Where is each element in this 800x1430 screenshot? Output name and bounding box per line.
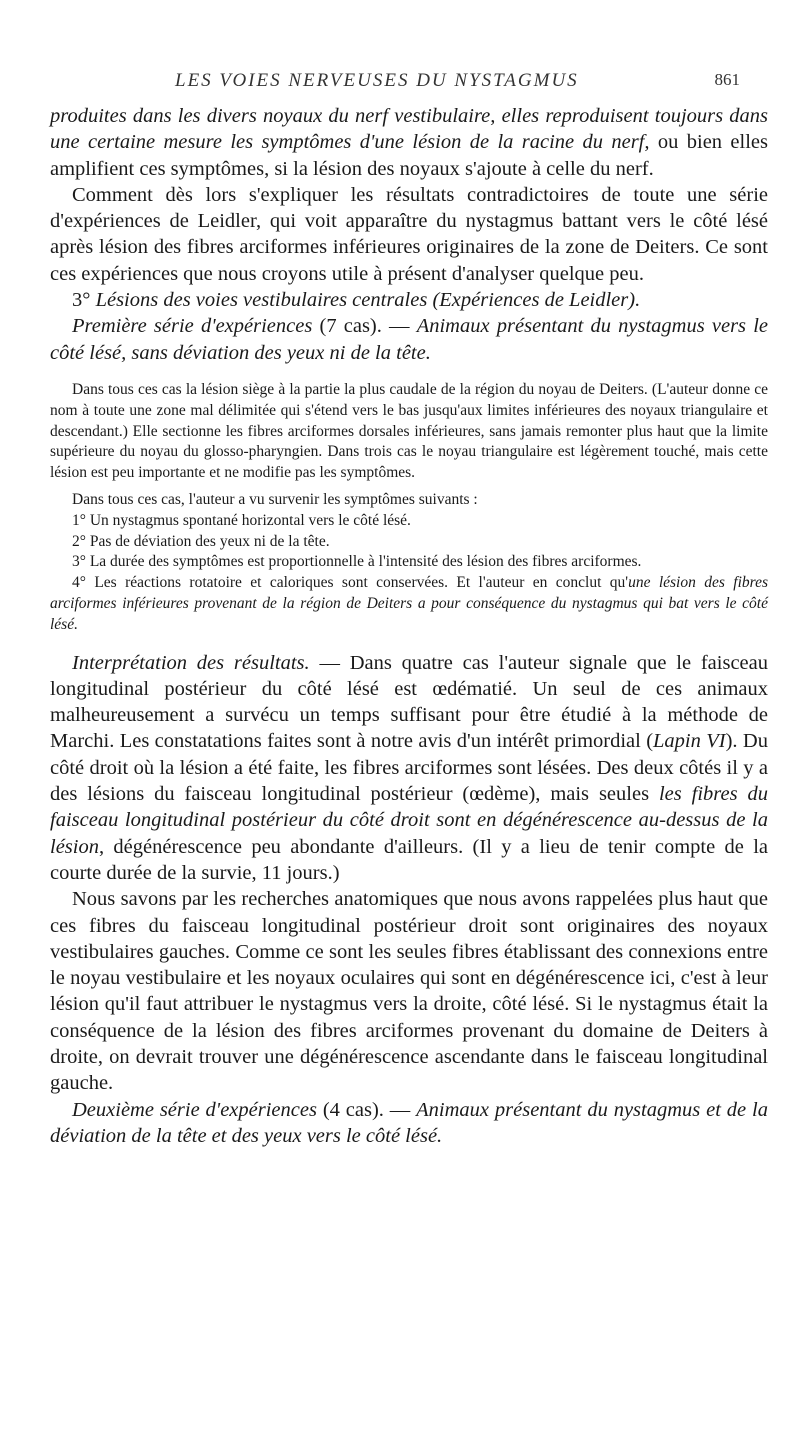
serie-2-label: Deuxième série d'expériences: [72, 1098, 317, 1121]
symptom-item-4-text: 4° Les réactions rotatoire et caloriques sont conservées. Et l'auteur en conclut qu': [72, 574, 629, 592]
serie-2-heading: [50, 1097, 768, 1150]
section-number: 3°: [72, 289, 96, 312]
paragraph-anatomy: Nous savons par les recherches anatomiques que nous avons rappelées plus haut que ces fibres du faisceau longitudinal postérieur droit sont originaires des noyaux vestibulaires gauches. Comme ce sont les seules fibres établissant des connexions entre le noyau vestibulaire et les noyaux oculaires qui sont en dégénérescence ici, c'est à leur lésion qu'il faut attribuer le nystagmus vers la droite, côté lésé. Si le nystagmus était la conséquence de la lésion des fibres arciformes provenant du domaine de Deiters à droite, on devrait trouver une dégénérescence ascendante dans le faisceau longitudinal gauche.: [50, 888, 768, 1095]
section-heading-3: [50, 287, 768, 313]
continuation-emphasis: produites dans les divers noyaux du nerf vestibulaire, elles reproduisent toujours dans une certaine mesure les symptômes d'une lésion de la racine du nerf,: [50, 105, 768, 154]
symptom-item-2: 2° Pas de déviation des yeux ni de la tête.: [72, 532, 330, 550]
serie-1-count: (7 cas). —: [312, 315, 417, 338]
interpretation-text-b: ). Du côté droit où la lésion a été faite, les fibres arciformes sont lésées. Des deux côtés il y a des lésions du faisceau longitudinal postérieur (œdème), mais seules: [50, 730, 768, 806]
page-body: [50, 103, 768, 1149]
serie-1-heading: [50, 313, 768, 366]
serie-1-description: Animaux présentant du nystagmus vers le côté lésé, sans déviation des yeux ni de la tête.: [50, 315, 768, 364]
serie-2-description: Animaux présentant du nystagmus et de la déviation de la tête et des yeux vers le côté lésé.: [50, 1098, 768, 1147]
small-symptoms-intro: Dans tous ces cas, l'auteur a vu survenir les symptômes suivants :: [72, 490, 478, 508]
running-title: LES VOIES NERVEUSES DU NYSTAGMUS: [175, 70, 579, 91]
paragraph-comment: Comment dès lors s'expliquer les résultats contradictoires de toute une série d'expériences de Leidler, qui voit apparaître du nystagmus battant vers le côté lésé après lésion des fibres arciformes inférieures originaires de la zone de Deiters. Ce sont ces expériences que nous croyons utile à présent d'analyser quelque peu.: [50, 183, 768, 285]
interpretation-text-a: — Dans quatre cas l'auteur signale que le faisceau longitudinal postérieur du côté lésé est œdématié. Un seul de ces animaux malheureusement a survécu un temps suffisant pour être étudié à la méthode de Marchi. Les constatations faites sont à notre avis d'un intérêt primordial (: [50, 651, 768, 753]
serie-2-count: (4 cas). —: [316, 1098, 417, 1121]
page-number: 861: [714, 70, 740, 89]
interpretation-text-c: , dégénérescence peu abondante d'ailleurs. (Il y a lieu de tenir compte de la courte durée de la survie, 11 jours.): [50, 835, 768, 884]
interpretation-label: Interprétation des résultats.: [72, 651, 310, 674]
small-paragraph-lesion: Dans tous ces cas la lésion siège à la partie la plus caudale de la région du noyau de Deiters. (L'auteur donne ce nom à toute une zone mal délimitée qui s'étend vers le bas jusqu'aux limites inférieures des noyaux triangulaire et descendant.) Elle sectionne les fibres arciformes dorsales inférieures, sans jamais remonter plus haut que la limite supérieure du noyau du glosso-pharyngien. Dans trois cas le noyau triangulaire est légèrement touché, mais cette lésion est peu importante et ne modifie pas les symptômes.: [50, 380, 768, 482]
continuation-text: ou bien elles amplifient ces symptômes, si la lésion des noyaux s'ajoute à celle du nerf.: [50, 131, 768, 180]
paragraph-interpretation: [50, 650, 768, 887]
interpretation-emphasis: les fibres du faisceau longitudinal postérieur du côté droit sont en dégénérescence au-dessus de la lésion: [50, 783, 768, 858]
lapin-reference: Lapin VI: [653, 730, 726, 753]
paragraph-continuation: [50, 103, 768, 182]
symptom-item-4-conclusion: une lésion des fibres arciformes inférieures provenant de la région de Deiters a pour conséquence du nystagmus qui bat vers le côté lésé.: [50, 574, 768, 633]
section-title: Lésions des voies vestibulaires centrales (Expériences de Leidler).: [95, 289, 641, 312]
symptom-item-4: [50, 573, 768, 635]
symptom-item-1: 1° Un nystagmus spontané horizontal vers le côté lésé.: [72, 511, 411, 529]
running-header: [55, 70, 740, 100]
symptom-item-3: 3° La durée des symptômes est proportionnelle à l'intensité des lésion des fibres arciformes.: [72, 553, 642, 571]
serie-1-label: Première série d'expériences: [72, 315, 313, 338]
